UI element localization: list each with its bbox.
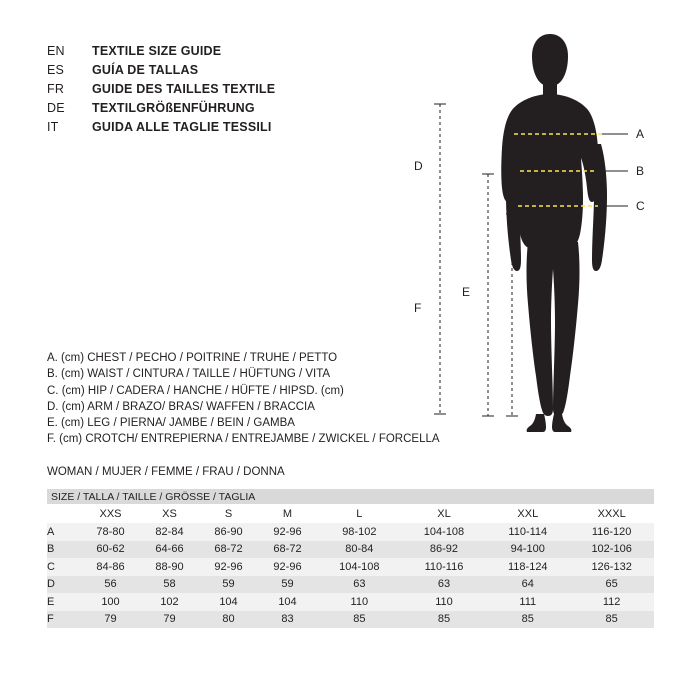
- table-cell: 58: [140, 576, 199, 594]
- column-header: XXL: [486, 504, 569, 523]
- column-header: M: [258, 504, 317, 523]
- table-cell: 118-124: [486, 558, 569, 576]
- language-title: GUIDE DES TAILLES TEXTILE: [92, 82, 276, 96]
- row-label: C: [47, 558, 81, 576]
- language-code: IT: [47, 120, 59, 134]
- table-cell: 88-90: [140, 558, 199, 576]
- table-cell: 78-80: [81, 523, 140, 541]
- table-row: [47, 523, 654, 541]
- table-cell: 86-92: [402, 541, 487, 559]
- table-cell: 102: [140, 593, 199, 611]
- table-cell: 104-108: [317, 558, 402, 576]
- table-row: [47, 576, 654, 594]
- language-title: GUÍA DE TALLAS: [92, 63, 199, 77]
- column-header: XL: [402, 504, 487, 523]
- table-cell: 94-100: [486, 541, 569, 559]
- language-code: DE: [47, 101, 65, 115]
- language-title: GUIDA ALLE TAGLIE TESSILI: [92, 120, 272, 134]
- table-row: [47, 541, 654, 559]
- measurement-legend: [47, 350, 477, 448]
- column-header: S: [199, 504, 258, 523]
- row-label: F: [47, 611, 81, 629]
- table-cell: 112: [569, 593, 654, 611]
- table-cell: 59: [199, 576, 258, 594]
- table-header-row: [47, 504, 654, 523]
- size-table: [47, 489, 654, 628]
- column-header: L: [317, 504, 402, 523]
- table-cell: 126-132: [569, 558, 654, 576]
- table-cell: 65: [569, 576, 654, 594]
- table-cell: 56: [81, 576, 140, 594]
- table-cell: 100: [81, 593, 140, 611]
- table-row: [47, 611, 654, 629]
- table-cell: 68-72: [258, 541, 317, 559]
- row-label: A: [47, 523, 81, 541]
- legend-line: E. (cm) LEG / PIERNA/ JAMBE / BEIN / GAMBA: [47, 417, 295, 430]
- marker-label-d: D: [414, 159, 423, 173]
- table-cell: 92-96: [199, 558, 258, 576]
- marker-label-c: C: [636, 199, 645, 213]
- table-cell: 63: [317, 576, 402, 594]
- table-cell: 63: [402, 576, 487, 594]
- size-band-label: SIZE / TALLA / TAILLE / GRÖSSE / TAGLIA: [47, 489, 654, 504]
- table-cell: 104: [199, 593, 258, 611]
- marker-label-a: A: [636, 127, 645, 141]
- table-cell: 102-106: [569, 541, 654, 559]
- legend-line: C. (cm) HIP / CADERA / HANCHE / HÜFTE / HIPSD. (cm): [47, 384, 344, 397]
- row-label: B: [47, 541, 81, 559]
- table-cell: 68-72: [199, 541, 258, 559]
- table-cell: 85: [486, 611, 569, 629]
- row-label: D: [47, 576, 81, 594]
- table-band-row: [47, 489, 654, 504]
- table-cell: 60-62: [81, 541, 140, 559]
- table-cell: 82-84: [140, 523, 199, 541]
- table-cell: 98-102: [317, 523, 402, 541]
- table-cell: 110-114: [486, 523, 569, 541]
- language-code: ES: [47, 63, 65, 77]
- table-cell: 92-96: [258, 523, 317, 541]
- row-label-corner: [47, 504, 81, 523]
- table-cell: 59: [258, 576, 317, 594]
- language-title: TEXTILGRÖßENFÜHRUNG: [92, 101, 255, 115]
- table-cell: 64: [486, 576, 569, 594]
- table-cell: 79: [81, 611, 140, 629]
- table-cell: 111: [486, 593, 569, 611]
- table-cell: 85: [569, 611, 654, 629]
- table-row: [47, 558, 654, 576]
- language-code: FR: [47, 82, 65, 96]
- table-row: [47, 593, 654, 611]
- table-cell: 83: [258, 611, 317, 629]
- category-title: WOMAN / MUJER / FEMME / FRAU / DONNA: [47, 466, 285, 478]
- language-code: EN: [47, 44, 65, 58]
- table-cell: 79: [140, 611, 199, 629]
- marker-label-f: F: [414, 301, 422, 315]
- table-cell: 85: [402, 611, 487, 629]
- row-label: E: [47, 593, 81, 611]
- woman-silhouette-shape: [501, 34, 607, 432]
- table-cell: 80: [199, 611, 258, 629]
- table-cell: 64-66: [140, 541, 199, 559]
- table-cell: 84-86: [81, 558, 140, 576]
- legend-line: F. (cm) CROTCH/ ENTREPIERNA / ENTREJAMBE / ZWICKEL / FORCELLA: [47, 433, 440, 446]
- column-header: XXS: [81, 504, 140, 523]
- column-header: XXXL: [569, 504, 654, 523]
- legend-line: D. (cm) ARM / BRAZO/ BRAS/ WAFFEN / BRACCIA: [47, 400, 315, 413]
- table-cell: 104-108: [402, 523, 487, 541]
- language-title: TEXTILE SIZE GUIDE: [92, 44, 222, 58]
- marker-label-e: E: [462, 285, 471, 299]
- table-cell: 110: [317, 593, 402, 611]
- table-cell: 110: [402, 593, 487, 611]
- column-header: XS: [140, 504, 199, 523]
- legend-line: B. (cm) WAIST / CINTURA / TAILLE / HÜFTUNG / VITA: [47, 368, 331, 381]
- table-cell: 92-96: [258, 558, 317, 576]
- table-cell: 86-90: [199, 523, 258, 541]
- legend-line: A. (cm) CHEST / PECHO / POITRINE / TRUHE / PETTO: [47, 352, 338, 364]
- table-cell: 80-84: [317, 541, 402, 559]
- table-cell: 110-116: [402, 558, 487, 576]
- table-cell: 85: [317, 611, 402, 629]
- marker-label-b: B: [636, 164, 645, 178]
- table-cell: 116-120: [569, 523, 654, 541]
- table-cell: 104: [258, 593, 317, 611]
